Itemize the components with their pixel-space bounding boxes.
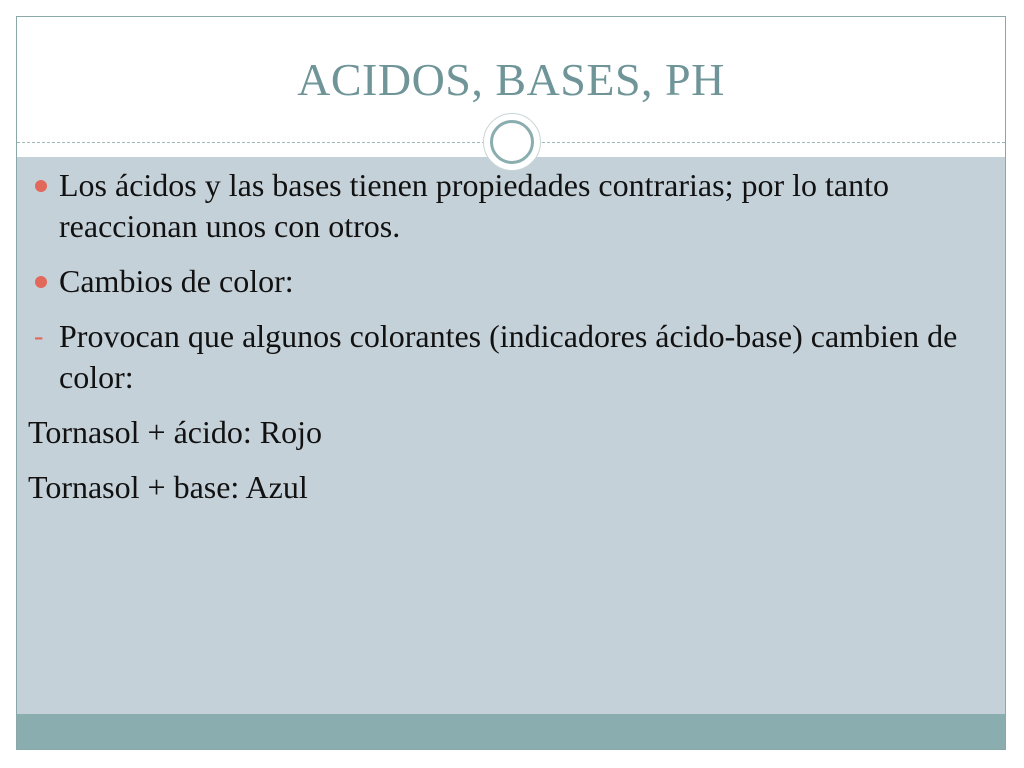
bullet-text: Provocan que algunos colorantes (indicadores ácido-base) cambien de color: <box>59 318 958 395</box>
bullet-dot-icon <box>35 276 47 288</box>
footer-bar <box>17 714 1005 749</box>
bullet-dot-icon <box>35 180 47 192</box>
plain-line: Tornasol + ácido: Rojo <box>28 414 322 450</box>
dash-marker: - <box>34 321 44 352</box>
bullet-text: Los ácidos y las bases tienen propiedades contrarias; por lo tanto reaccionan unos con otros. <box>59 167 889 244</box>
slide-body <box>28 165 968 522</box>
circle-ornament-icon <box>483 113 541 171</box>
plain-line: Tornasol + base: Azul <box>28 469 308 505</box>
bullet-item <box>28 261 968 302</box>
circle-ornament-inner <box>490 120 534 164</box>
bullet-text: Cambios de color: <box>59 263 294 299</box>
dash-item <box>28 316 968 398</box>
slide-title: ACIDOS, BASES, PH <box>297 54 725 105</box>
bullet-item <box>28 165 968 247</box>
